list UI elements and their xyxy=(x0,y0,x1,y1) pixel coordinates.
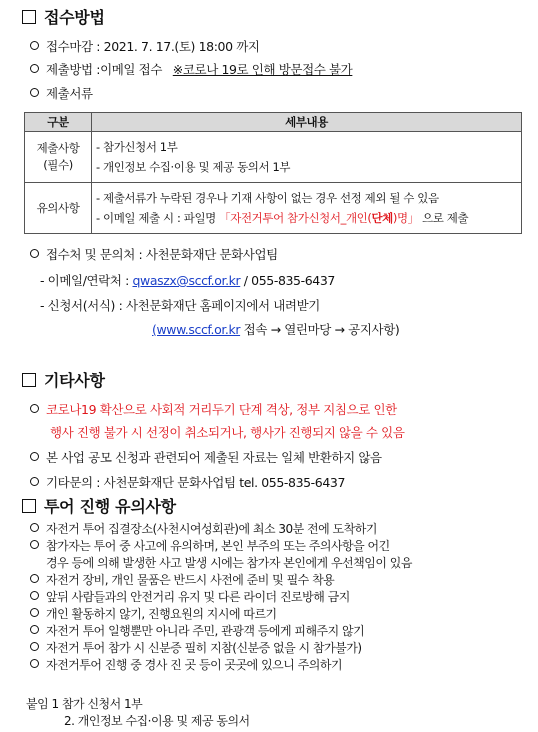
tour-note-item: 자전거 투어 일행뿐만 아니라 주민, 관광객 등에게 피해주지 않기 xyxy=(30,622,364,639)
tour-note-item: 자전거 투어 집결장소(사천시여성회관)에 최소 30분 전에 도착하기 xyxy=(30,520,377,537)
circle-bullet-icon xyxy=(30,591,39,600)
circle-bullet-icon xyxy=(30,64,39,73)
tour-note-item: 자전거투어 진행 중 경사 진 곳 등이 곳곳에 있으니 주의하기 xyxy=(30,656,342,673)
form-line: - 신청서(서식) : 사천문화재단 홈페이지에서 내려받기 xyxy=(40,298,320,313)
row-details-notes: - 제출서류가 누락된 경우나 기재 사항이 없는 경우 선정 제외 될 수 있음 - 이메일 제출 시 : 파일명 「자전거투어 참가신청서_개인(단체)명」 으로 제출 xyxy=(92,183,522,234)
tour-note-item: 참가자는 투어 중 사고에 유의하며, 본인 부주의 또는 주의사항을 어긴 xyxy=(30,537,390,554)
section-title-application: 접수방법 xyxy=(22,5,105,28)
checkbox-square-icon xyxy=(22,10,36,24)
circle-bullet-icon xyxy=(30,659,39,668)
table-row xyxy=(25,132,522,183)
method-note: ※코로나 19로 인해 방문접수 불가 xyxy=(172,62,353,77)
checkbox-square-icon xyxy=(22,499,36,513)
table-header-details: 세부내용 xyxy=(92,113,522,132)
tour-note-item: 개인 활동하지 않기, 진행요원의 지시에 따르기 xyxy=(30,605,277,622)
table-row xyxy=(25,183,522,234)
circle-bullet-icon xyxy=(30,608,39,617)
circle-bullet-icon xyxy=(30,452,39,461)
row-details-required: - 참가신청서 1부 - 개인정보 수집·이용 및 제공 동의서 1부 xyxy=(92,132,522,183)
circle-bullet-icon xyxy=(30,404,39,413)
url-line: (www.sccf.or.kr 접속 → 열린마당 → 공지사항) xyxy=(152,322,400,337)
row-label-notes: 유의사항 xyxy=(25,183,92,234)
table-header-row xyxy=(25,113,522,132)
covid-notice-line1: 코로나19 확산으로 사회적 거리두기 단계 격상, 정부 지침으로 인한 xyxy=(30,400,397,418)
circle-bullet-icon xyxy=(30,477,39,486)
docs-title: 제출서류 xyxy=(30,84,93,102)
section-title-tour-notes: 투어 진행 유의사항 xyxy=(22,494,176,517)
circle-bullet-icon xyxy=(30,41,39,50)
tour-note-item-continued: 경우 등에 의해 발생한 사고 발생 시에는 참가자 본인에게 우선책임이 있음 xyxy=(46,556,412,570)
inquiry-line: 기타문의 : 사천문화재단 문화사업팀 tel. 055-835-6437 xyxy=(30,473,345,491)
method-line: 제출방법 :이메일 접수 ※코로나 19로 인해 방문접수 불가 xyxy=(30,60,352,78)
tour-note-item: 자전거 장비, 개인 물품은 반드시 사전에 준비 및 필수 착용 xyxy=(30,571,334,588)
tour-note-item: 앞뒤 사람들과의 안전거리 유지 및 다른 라이더 진로방해 금지 xyxy=(30,588,350,605)
covid-notice-line2: 행사 진행 불가 시 선정이 취소되거나, 행사가 진행되지 않을 수 있음 xyxy=(50,425,405,440)
submission-table xyxy=(24,112,522,234)
section-title-misc: 기타사항 xyxy=(22,368,105,391)
checkbox-square-icon xyxy=(22,373,36,387)
circle-bullet-icon xyxy=(30,574,39,583)
website-link[interactable]: (www.sccf.or.kr xyxy=(152,322,241,337)
deadline-line: 접수마감 : 2021. 7. 17.(토) 18:00 까지 xyxy=(30,37,260,55)
circle-bullet-icon xyxy=(30,540,39,549)
tour-note-item: 자전거 투어 참가 시 신분증 필히 지참(신분증 없을 시 참가불가) xyxy=(30,639,362,656)
attachment-line2: 2. 개인정보 수집·이용 및 제공 동의서 xyxy=(64,714,250,728)
circle-bullet-icon xyxy=(30,523,39,532)
circle-bullet-icon xyxy=(30,88,39,97)
circle-bullet-icon xyxy=(30,642,39,651)
attachment-line1: 붙임 1 참가 신청서 1부 xyxy=(26,697,143,711)
email-link[interactable]: qwaszx@sccf.or.kr xyxy=(132,273,241,288)
contact-title: 접수처 및 문의처 : 사천문화재단 문화사업팀 xyxy=(30,245,278,263)
circle-bullet-icon xyxy=(30,249,39,258)
no-return-line: 본 사업 공모 신청과 관련되어 제출된 자료는 일체 반환하지 않음 xyxy=(30,448,382,466)
email-line: - 이메일/연락처 : qwaszx@sccf.or.kr / 055-835-6437 xyxy=(40,273,335,288)
circle-bullet-icon xyxy=(30,625,39,634)
row-label-required: 제출사항 (필수) xyxy=(25,132,92,183)
table-header-category: 구분 xyxy=(25,113,92,132)
